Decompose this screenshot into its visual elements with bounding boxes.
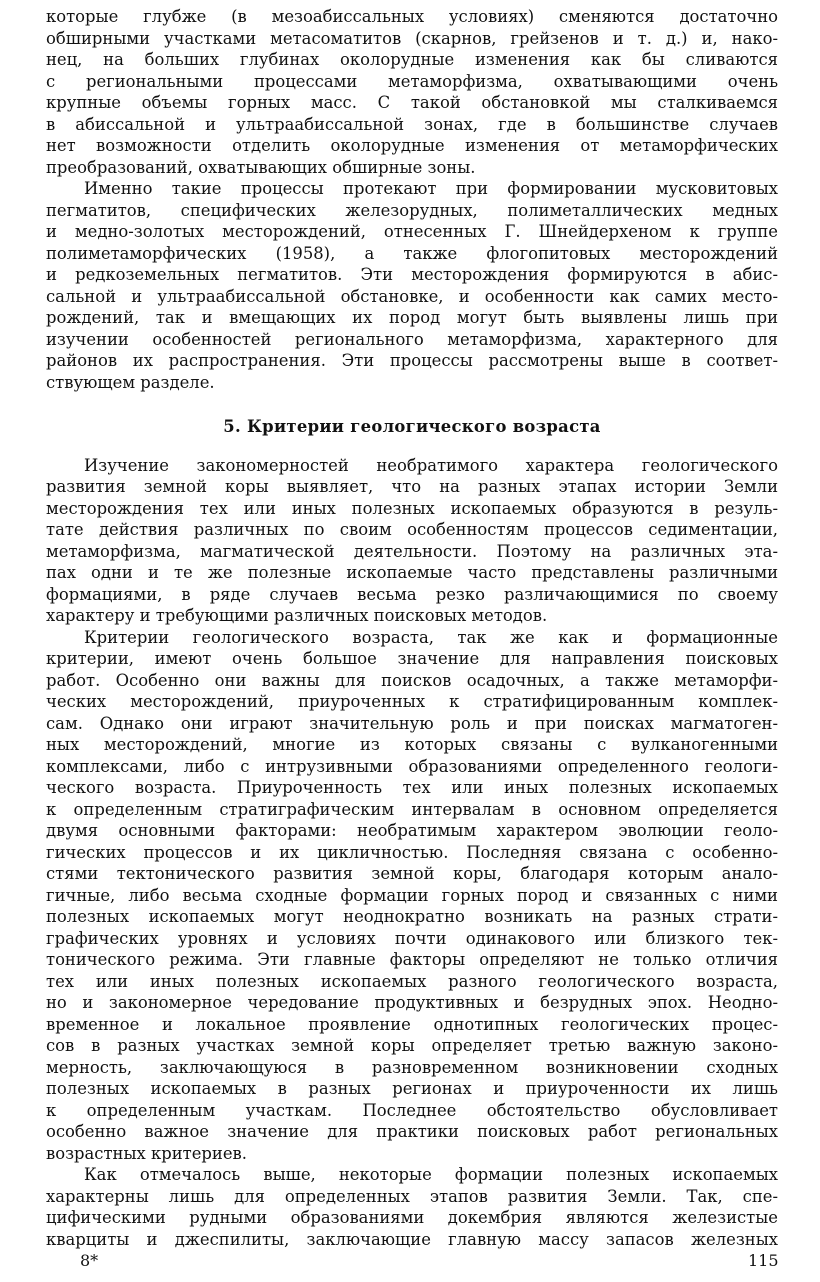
paragraph-formations (46, 1164, 778, 1250)
text-line: но и закономерное чередование продуктивных и безрудных эпох. Неодно- (46, 993, 778, 1012)
text-line: формациями, в ряде случаев весьма резко различающимися по своему (46, 584, 778, 604)
text-line: Критерии геологического возраста, так же как и формационные (84, 627, 778, 647)
text-line: метаморфизма, магматической деятельности. Поэтому на различных эта- (46, 541, 778, 561)
section-heading: 5. Критерии геологического возраста (223, 417, 601, 436)
text-line: и медно-золотых месторождений, отнесенных Г. Шнейдерхеном к группе (46, 222, 778, 241)
signature-mark: 8* (80, 1251, 99, 1270)
text-line: характеру и требующими различных поисковых методов. (46, 606, 548, 625)
paragraph-study (46, 455, 778, 627)
text-line: гичные, либо весьма сходные формации горных пород и связанных с ними (46, 885, 778, 905)
text-line: полезных ископаемых в разных регионах и приуроченности их лишь (46, 1079, 778, 1098)
text-line: сальной и ультраабиссальной обстановке, и особенности как самих место- (46, 286, 778, 306)
text-line: тате действия различных по своим особенностям процессов седиментации, (46, 520, 778, 539)
text-line: критерии, имеют очень большое значение для направления поисковых (46, 649, 778, 668)
text-line: двумя основными факторами: необратимым характером эволюции геоло- (46, 821, 778, 840)
text-line: пегматитов, специфических железорудных, полиметаллических медных (46, 200, 778, 220)
text-line: временное и локальное проявление однотипных геологических процес- (46, 1014, 778, 1034)
text-line: изучении особенностей регионального метаморфизма, характерного для (46, 329, 778, 349)
text-line: полиметаморфических (1958), а также флогопитовых месторождений (46, 243, 778, 263)
text-line: Именно такие процессы протекают при формировании мусковитовых (84, 179, 778, 198)
text-line: к определенным участкам. Последнее обстоятельство обусловливает (46, 1100, 778, 1120)
text-line: крупные объемы горных масс. С такой обстановкой мы сталкиваемся (46, 93, 778, 112)
text-line: развития земной коры выявляет, что на разных этапах истории Земли (46, 477, 778, 496)
text-line: к определенным стратиграфическим интервалам в основном определяется (46, 799, 778, 819)
text-line: пах одни и те же полезные ископаемые часто представлены различными (46, 563, 778, 582)
text-line: ческого возраста. Приуроченность тех или иных полезных ископаемых (46, 778, 778, 797)
text-line: цифическими рудными образованиями докембрия являются железистые (46, 1208, 778, 1227)
text-line: тех или иных полезных ископаемых разного геологического возраста, (46, 971, 778, 991)
paragraph-pegmatites (46, 178, 778, 393)
text-line: ческих месторождений, приуроченных к стратифицированным комплек- (46, 692, 778, 711)
text-line: Изучение закономерностей необратимого характера геологического (84, 455, 778, 475)
text-line: стями тектонического развития земной коры, благодаря которым анало- (46, 864, 778, 883)
text-line: особенно важное значение для практики поисковых работ региональных (46, 1122, 778, 1141)
text-line: кварциты и джеспилиты, заключающие главную массу запасов железных (46, 1229, 778, 1249)
text-line: возрастных критериев. (46, 1143, 247, 1163)
text-line: ствующем разделе. (46, 372, 215, 392)
text-line: Как отмечалось выше, некоторые формации полезных ископаемых (84, 1165, 778, 1184)
text-line: комплексами, либо с интрузивными образованиями определенного геологи- (46, 756, 778, 776)
text-line: нет возможности отделить околорудные изменения от метаморфических (46, 136, 778, 155)
text-line: и редкоземельных пегматитов. Эти месторождения формируются в абис- (46, 265, 778, 284)
text-line: месторождения тех или иных полезных ископаемых образуются в резуль- (46, 498, 778, 518)
text-line: нец, на больших глубинах околорудные изменения как бы сливаются (46, 50, 778, 69)
text-line: гических процессов и их цикличностью. Последняя связана с особенно- (46, 842, 778, 862)
text-line: работ. Особенно они важны для поисков осадочных, а также метаморфи- (46, 670, 778, 690)
text-line: мерность, заключающуюся в разновременном возникновении сходных (46, 1057, 778, 1077)
text-line: сам. Однако они играют значительную роль и при поисках магматоген- (46, 713, 778, 733)
text-line: полезных ископаемых могут неоднократно возникать на разных страти- (46, 907, 778, 926)
page-number: 115 (748, 1251, 779, 1270)
paragraph-criteria (46, 627, 778, 1165)
paragraph-continuation (46, 6, 778, 178)
text-line: графических уровнях и условиях почти одинакового или близкого тек- (46, 928, 778, 948)
text-line: с региональными процессами метаморфизма, охватывающими очень (46, 71, 778, 91)
text-line: обширными участками метасоматитов (скарнов, грейзенов и т. д.) и, нако- (46, 28, 778, 48)
text-line: рождений, так и вмещающих их пород могут быть выявлены лишь при (46, 308, 778, 327)
text-line: тонического режима. Эти главные факторы определяют не только отличия (46, 950, 778, 969)
text-line: преобразований, охватывающих обширные зоны. (46, 157, 476, 177)
text-line: районов их распространения. Эти процессы рассмотрены выше в соответ- (46, 351, 778, 370)
text-line: которые глубже (в мезоабиссальных условиях) сменяются достаточно (46, 7, 778, 26)
text-line: ных месторождений, многие из которых связаны с вулканогенными (46, 735, 778, 754)
text-line: в абиссальной и ультраабиссальной зонах, где в большинстве случаев (46, 114, 778, 134)
text-line: характерны лишь для определенных этапов развития Земли. Так, спе- (46, 1186, 778, 1206)
text-line: сов в разных участках земной коры определяет третью важную законо- (46, 1036, 778, 1055)
